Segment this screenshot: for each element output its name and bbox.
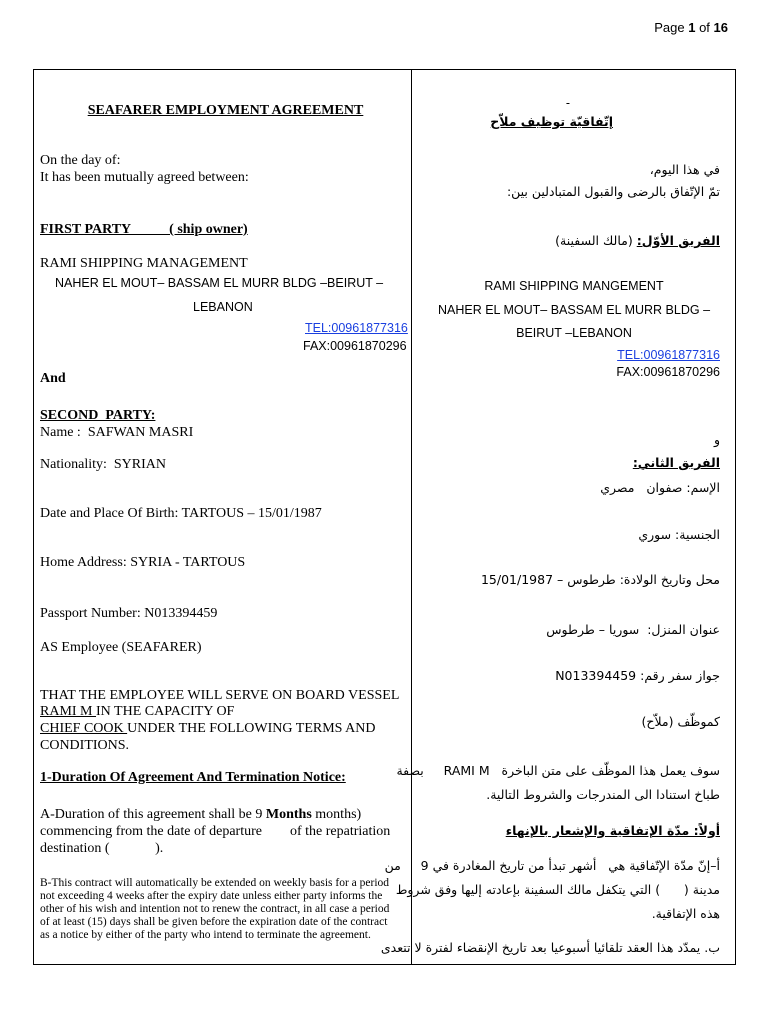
arabic-home-address: عنوان المنزل: سوريا – طرطوس: [546, 622, 720, 637]
page-number: Page 1 of 16: [654, 20, 728, 35]
first-party-heading: FIRST PARTY ( ship owner): [40, 222, 248, 237]
vessel-name: RAMI M: [40, 704, 97, 719]
column-divider: [411, 69, 412, 965]
on-day-text: On the day of:: [40, 153, 121, 168]
arabic-serve-line1: سوف يعمل هذا الموظّف على متن الباخرة RAMI M بصفة: [396, 763, 720, 778]
arabic-company-name: RAMI SHIPPING MANGEMENT: [484, 279, 664, 293]
duration-heading: 1-Duration Of Agreement And Termination Notice:: [40, 770, 346, 785]
serve-line-1: THAT THE EMPLOYEE WILL SERVE ON BOARD VESSEL: [40, 688, 400, 703]
arabic-company-address-line2: BEIRUT –LEBANON: [516, 326, 632, 340]
serve-line-2: RAMI M IN THE CAPACITY OF: [40, 704, 235, 719]
employee-birth: Date and Place Of Birth: TARTOUS – 15/01/1987: [40, 506, 322, 521]
serve-line-4: CONDITIONS.: [40, 738, 130, 753]
company-address-line1: NAHER EL MOUT– BASSAM EL MURR BLDG –BEIRUT –: [55, 276, 384, 290]
arabic-on-day: في هذا اليوم،: [649, 162, 720, 177]
employee-home-address: Home Address: SYRIA - TARTOUS: [40, 555, 246, 570]
employee-role: AS Employee (SEAFARER): [40, 640, 202, 655]
employee-passport: Passport Number: N013394459: [40, 606, 218, 621]
english-title: SEAFARER EMPLOYMENT AGREEMENT: [87, 103, 364, 118]
and-text: And: [40, 371, 66, 386]
arabic-second-party: الفريق الثاني:: [632, 455, 720, 470]
arabic-employee-name: الإسم: صفوان مصري: [600, 480, 720, 495]
agreed-text: It has been mutually agreed between:: [40, 170, 249, 185]
title-dash: -: [565, 96, 571, 110]
employee-name: Name : SAFWAN MASRI: [40, 425, 194, 440]
clause-a-line1: A-Duration of this agreement shall be 9 Months months): [40, 807, 362, 822]
rank-name: CHIEF COOK: [40, 721, 128, 736]
employee-nationality: Nationality: SYRIAN: [40, 457, 166, 472]
arabic-clause-a-line1: أ–إنّ مدّة الإتّفاقية هي أشهر تبدأ من تاريخ المغادرة في 9 من: [384, 858, 720, 873]
arabic-and: و: [713, 432, 720, 447]
second-party-heading: SECOND PARTY:: [40, 408, 156, 423]
company-address-line2: LEBANON: [193, 300, 253, 314]
arabic-clause-b-line1: ب. يمدّد هذا العقد تلقائيا أسبوعيا بعد تاريخ الإنقضاء لفترة لا تتعدى: [380, 940, 720, 955]
arabic-duration-heading: أولاً: مدّة الإتفاقية والإشعار بالإنهاء: [505, 823, 720, 838]
company-tel-link[interactable]: TEL:00961877316: [305, 321, 408, 335]
arabic-company-fax: FAX:00961870296: [616, 365, 720, 379]
arabic-nationality: الجنسية: سوري: [638, 527, 720, 542]
company-fax: FAX:00961870296: [303, 339, 407, 353]
arabic-employee-role: كموظّف (ملاّح): [641, 714, 720, 729]
arabic-title: إتّفاقيّة توظيف ملاّح: [490, 114, 613, 129]
arabic-birth: محل وتاريخ الولادة: طرطوس – 15/01/1987: [480, 572, 720, 587]
clause-a-line2: commencing from the date of departure of the repatriation: [40, 824, 391, 839]
arabic-company-tel-link[interactable]: TEL:00961877316: [617, 348, 720, 362]
arabic-clause-a-line3: هذه الإتفاقية.: [651, 906, 720, 921]
arabic-company-address-line1: NAHER EL MOUT– BASSAM EL MURR BLDG –: [437, 303, 711, 317]
clause-b-text: B-This contract will automatically be extended on weekly basis for a period not exceeding 4 weeks after the expiry date unless either party informs the other of his wish and intention not to renew the contract, in all case a period of at least (15) days shall be given before the expiration date of the contract as a notice by either of the party who intend to terminate the agreement.: [40, 877, 390, 941]
arabic-serve-line2: طباخ استنادا الى المندرجات والشروط التالية.: [486, 787, 720, 802]
arabic-clause-a-line2: مدينة ( ) التي يتكفل مالك السفينة بإعادته إليها وفق شروط: [395, 882, 720, 897]
arabic-passport: جواز سفر رقم: N013394459: [555, 668, 720, 683]
serve-line-3: CHIEF COOK UNDER THE FOLLOWING TERMS AND: [40, 721, 376, 736]
arabic-agreed: تمّ الإتّفاق بالرضى والقبول المتبادلين بين:: [506, 184, 720, 199]
company-name: RAMI SHIPPING MANAGEMENT: [40, 256, 248, 271]
clause-a-line3: destination ( ).: [40, 841, 164, 856]
arabic-first-party: الفريق الأوّل: (مالك السفينة): [555, 233, 720, 248]
